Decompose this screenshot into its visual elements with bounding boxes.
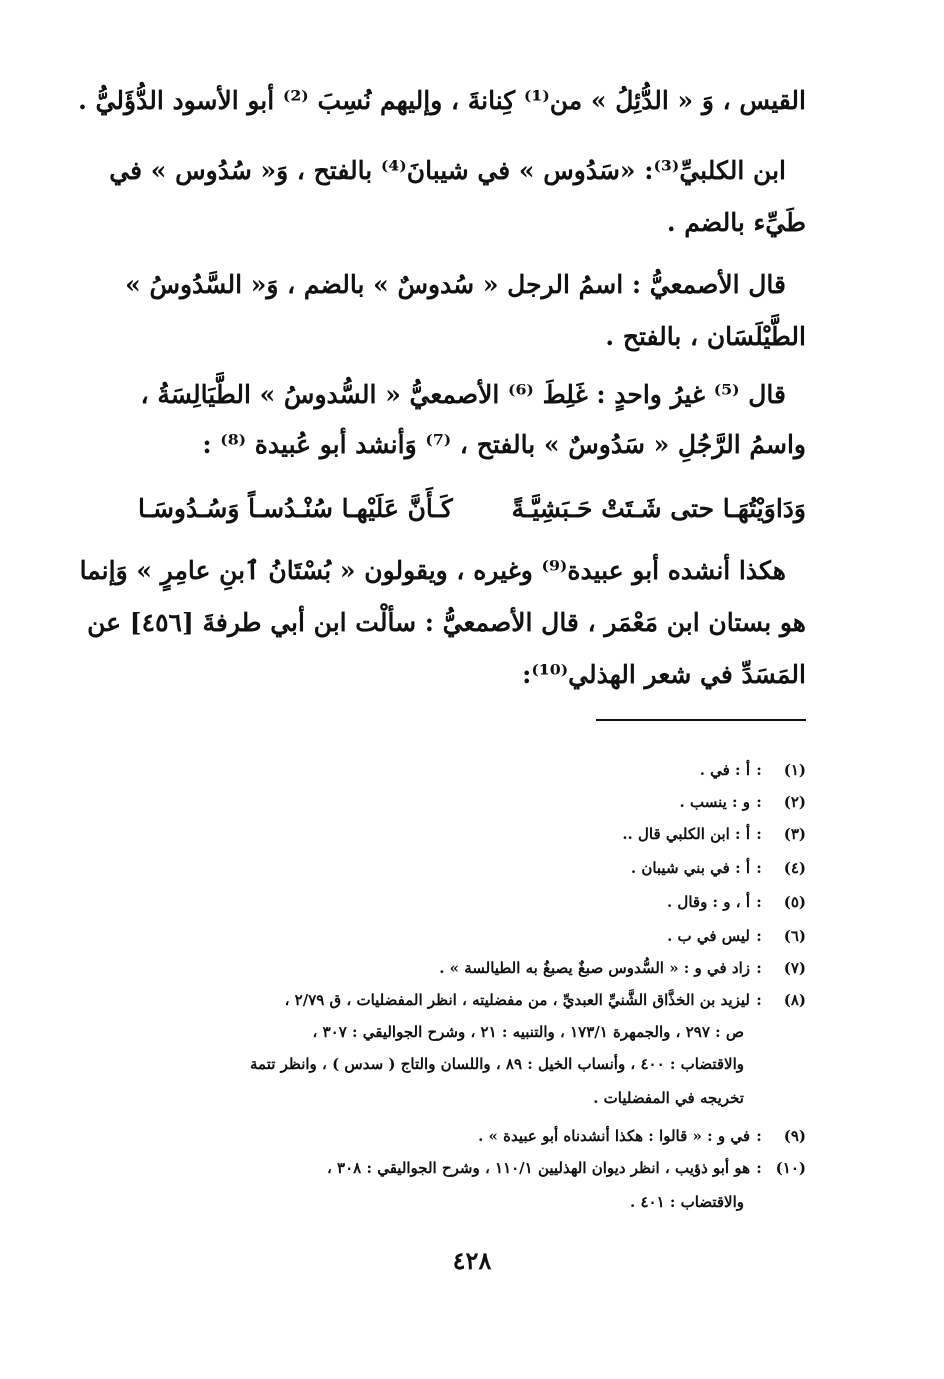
body-line-5: الطَّيْلَسَان ، بالفتح . [605,322,806,351]
verse-second-hemistich: كَـأَنَّ عَلَيْهـا سُنْـدُسـاً وَسُـدُوسَـا [138,494,453,523]
footnote-colon: : [756,793,762,811]
page-number: ٤٢٨ [452,1246,492,1275]
footnote-colon: : [756,991,762,1009]
footnote-colon: : [756,859,762,877]
footnote-text: و : ينسب . [679,793,750,811]
footnote-text: في و : « قالوا : هكذا أنشدناه أبو عبيدة » . [478,1127,750,1145]
footnote-text: هو أبو ذؤيب ، انظر ديوان الهذليين ١١٠/١ ، وشرح الجواليقي : ٣٠٨ ، [326,1159,750,1177]
footnote-number: (٣) [783,825,806,843]
footnote-4 [131,856,806,880]
footnote-colon: : [756,927,762,945]
body-line-3: طَيِّء بالضم . [666,208,806,237]
body-line-7: واسمُ الرَّجُلِ « سَدُوسٌ » بالفتح ، ⁽⁷⁾ وَأنشد أبو عُبيدة ⁽⁸⁾ : [202,430,806,459]
footnote-text: أ : ابن الكلبي قال .. [622,825,750,843]
footnote-8-continuation-2: والاقتضاب : ٤٠٠ ، وأنساب الخيل : ٨٩ ، واللسان والتاج ( سدس ) ، وانظر تتمة [250,1055,744,1073]
footnote-number: (١) [783,761,806,779]
footnote-number: (٢) [783,793,806,811]
footnote-10-continuation-1: والاقتضاب : ٤٠١ . [630,1193,744,1211]
footnote-6 [131,924,806,948]
footnote-text: أ ، و : وقال . [666,893,750,911]
verse-first-hemistich: وَدَاوَيْتُهَـا حتى شَـتَتْ حَـبَشِيَّـةً [511,494,806,523]
footnote-number: (٨) [783,991,806,1009]
footnote-number: (٤) [783,859,806,877]
body-line-9: هو بستان ابن مَعْمَر ، قال الأصمعيُّ : سألْت ابن أبي طرفةَ [٤٥٦] عن [87,608,806,637]
footnote-text: أ : في . [699,761,750,779]
body-line-10: المَسَدِّ في شعر الهذلي⁽¹⁰⁾: [522,660,806,689]
footnote-separator [596,719,806,721]
footnote-colon: : [756,825,762,843]
body-line-8: هكذا أنشده أبو عبيدة⁽⁹⁾ وغيره ، ويقولون « بُسْتَانُ ٱبنِ عامِرٍ » وَإنما [79,556,786,585]
footnote-colon: : [756,1127,762,1145]
footnote-text: زاد في و : « السُّدوس صبغٌ يصبغُ به الطيالسة » . [439,959,750,977]
body-line-6: قال ⁽⁵⁾ غيرُ واحدٍ : غَلِطَ ⁽⁶⁾ الأصمعيُّ « السُّدوسُ » الطَّيَالِسَةُ ، [140,380,786,409]
footnote-text: أ : في بني شيبان . [630,859,750,877]
poetry-verse [138,492,806,526]
body-line-2: ابن الكلبيِّ⁽³⁾: «سَدُوس » في شيبانَ⁽⁴⁾ بالفتح ، وَ« سُدُوس » في [109,156,786,185]
footnote-2 [131,790,806,814]
footnote-1 [131,758,806,782]
footnote-8-continuation-1: ص : ٢٩٧ ، والجمهرة ١٧٣/١ ، والتنبيه : ٢١ ، وشرح الجواليقي : ٣٠٧ ، [312,1023,744,1041]
footnote-number: (٩) [783,1127,806,1145]
footnote-9 [131,1124,806,1148]
footnote-5 [131,890,806,914]
footnote-number: (٥) [783,893,806,911]
footnote-colon: : [756,761,762,779]
footnote-8 [131,988,806,1012]
footnote-number: (٦) [783,927,806,945]
footnote-colon: : [756,893,762,911]
footnote-text: ليزيد بن الخذَّاق الشَّنيِّ العبديِّ ، من مفضليته ، انظر المفضليات ، ق ٢/٧٩ ، [284,991,750,1009]
footnote-text: ليس في ب . [667,927,750,945]
footnote-8-continuation-3: تخريجه في المفضليات . [593,1089,744,1107]
footnote-3 [131,822,806,846]
body-line-4: قال الأصمعيُّ : اسمُ الرجل « سُدوسٌ » بالضم ، وَ« السَّدُوسُ » [125,270,786,299]
footnote-7 [131,956,806,980]
footnote-10 [131,1156,806,1180]
footnote-number: (٧) [783,959,806,977]
footnote-colon: : [756,959,762,977]
footnote-colon: : [756,1159,762,1177]
body-line-1: القيس ، وَ « الدُّئِلُ » من⁽¹⁾ كِنانةَ ، وإليهم نُسِبَ ⁽²⁾ أبو الأسود الدُّؤَليُّ . [78,86,806,115]
footnote-number: (١٠) [775,1159,806,1177]
